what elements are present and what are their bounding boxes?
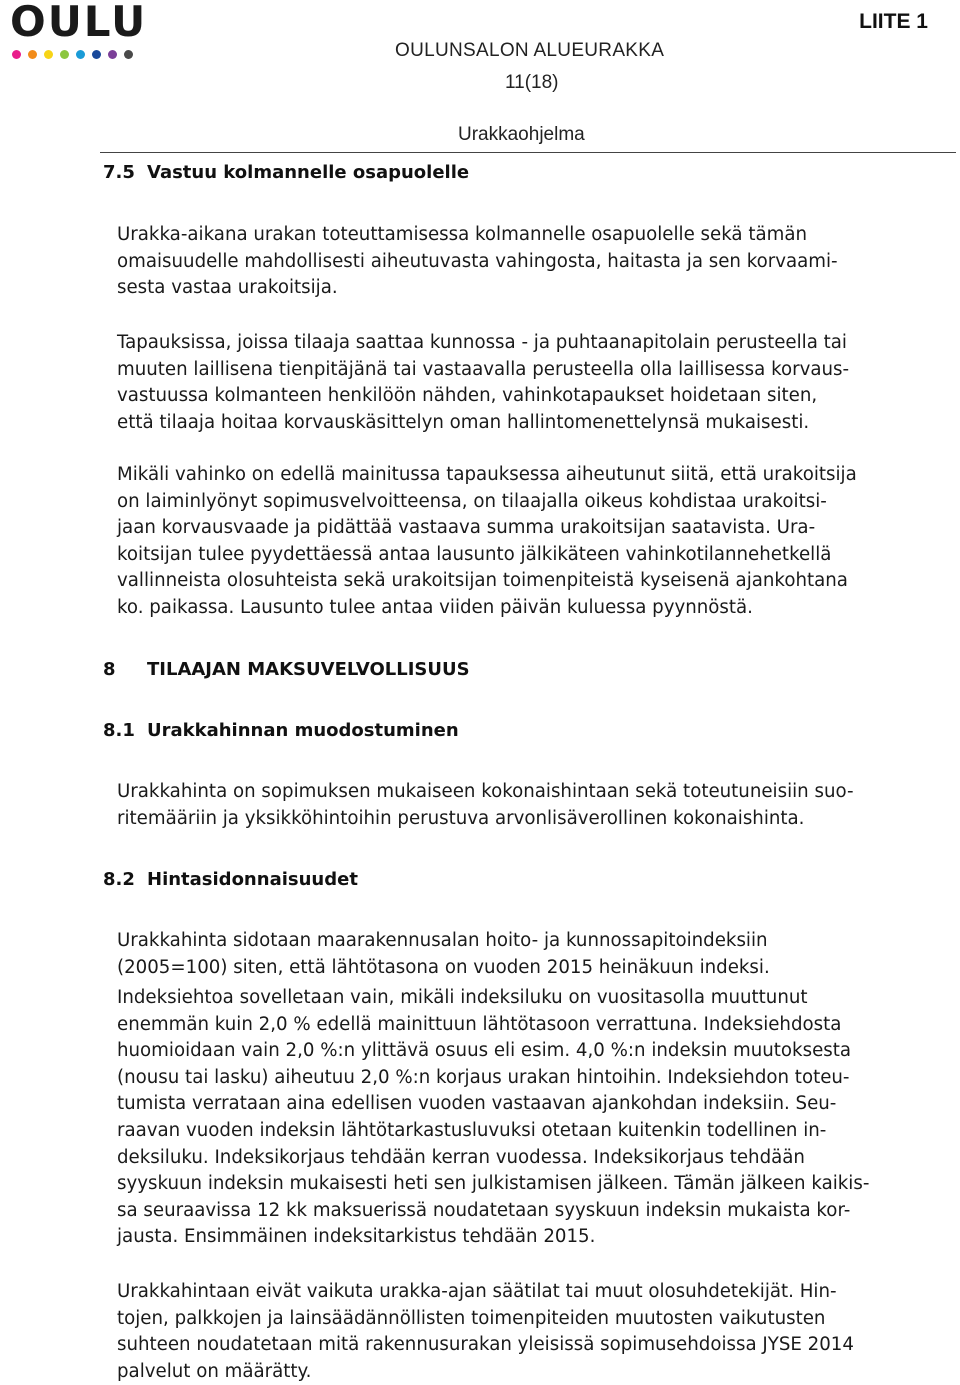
text-line: vallinneista olosuhteista sekä urakoitsijan toimenpiteistä kyseisenä ajankohtana — [117, 570, 848, 592]
logo-dot — [28, 50, 37, 59]
text-line: jausta. Ensimmäinen indeksitarkistus tehdään 2015. — [117, 1226, 596, 1248]
text-line: Urakka-aikana urakan toteuttamisessa kolmannelle osapuolelle sekä tämän — [117, 224, 808, 245]
text-line: ko. paikassa. Lausunto tulee antaa viiden päivän kuluessa pyynnöstä. — [117, 596, 753, 618]
logo-dot — [60, 50, 69, 59]
text-line: Indeksiehtoa sovelletaan vain, mikäli indeksiluku on vuositasolla muuttunut — [117, 987, 808, 1008]
attachment-label: LIITE 1 — [859, 10, 928, 33]
text-line: (nousu tai lasku) aiheutuu 2,0 %:n korjaus urakan hintoihin. Indeksiehdon toteu- — [117, 1066, 850, 1088]
logo-wordmark: OULU — [10, 0, 148, 46]
text-line: deksiluku. Indeksikorjaus tehdään kerran vuodessa. Indeksikorjaus tehdään — [117, 1146, 805, 1168]
text-line: sa seuraavissa 12 kk maksuerissä noudatetaan syyskuun indeksin mukaista kor- — [117, 1199, 851, 1221]
text-line: sesta vastaa urakoitsija. — [117, 277, 338, 299]
oulu-logo — [10, 0, 147, 59]
text-line: (2005=100) siten, että lähtötasona on vuoden 2015 heinäkuun indeksi. — [117, 956, 770, 978]
text-line: huomioidaan vain 2,0 %:n ylittävä osuus eli esim. 4,0 %:n indeksin muutoksesta — [117, 1040, 852, 1062]
paragraph-index-binding — [117, 928, 957, 981]
section-heading-8-1: 8.1 Urakkahinnan muodostuminen — [103, 720, 459, 741]
page-number: 11(18) — [505, 72, 559, 93]
paragraph-index-conditions — [117, 985, 957, 1251]
text-line: tumista verrataan aina edellisen vuoden vastaavan ajankohdan indeksiin. Seu- — [117, 1093, 837, 1115]
organization-name: OULUNSALON ALUEURAKKA — [395, 40, 665, 61]
text-line: muuten laillisena tienpitäjänä tai vastaavalla perusteella olla laillisessa korvaus- — [117, 358, 850, 380]
text-line: Tapauksissa, joissa tilaaja saattaa kunnossa - ja puhtaanapitolain perusteella tai — [117, 332, 847, 353]
text-line: enemmän kuin 2,0 % edellä mainittuun lähtötasoon verrattuna. Indeksiehdosta — [117, 1013, 842, 1035]
paragraph-price-factors — [117, 1279, 957, 1385]
logo-dot — [108, 50, 117, 59]
text-line: raavan vuoden indeksin lähtötarkastusluvuksi otetaan kuitenkin todellinen in- — [117, 1119, 827, 1141]
section-heading-8-2: 8.2 Hintasidonnaisuudet — [103, 869, 358, 890]
text-line: on laiminlyönyt sopimusvelvoitteensa, on tilaajalla oikeus kohdistaa urakoitsi- — [117, 490, 827, 512]
text-line: palvelut on määrätty. — [117, 1360, 312, 1382]
text-line: Mikäli vahinko on edellä mainitussa tapauksessa aiheutunut siitä, että urakoitsija — [117, 464, 857, 485]
logo-dot — [44, 50, 53, 59]
paragraph-contract-price — [117, 779, 957, 832]
text-line: vastuussa kolmanteen henkilöön nähden, vahinkotapaukset hoidetaan siten, — [117, 385, 818, 407]
paragraph-road-keeper-cases — [117, 330, 957, 436]
logo-dot — [124, 50, 133, 59]
header-divider — [100, 152, 956, 153]
section-heading-8: 8 TILAAJAN MAKSUVELVOLLISUUS — [103, 659, 470, 680]
text-line: että tilaaja hoitaa korvauskäsittelyn oman hallintomenettelynsä mukaisesti. — [117, 411, 810, 433]
text-line: tojen, palkkojen ja lainsäädännöllisten toimenpiteiden muutosten vaikutusten — [117, 1307, 826, 1329]
text-line: Urakkahintaan eivät vaikuta urakka-ajan säätilat tai muut olosuhdetekijät. Hin- — [117, 1281, 837, 1302]
text-line: omaisuudelle mahdollisesti aiheutuvasta vahingosta, haitasta ja sen korvaami- — [117, 250, 838, 272]
logo-dot — [76, 50, 85, 59]
paragraph-third-party-liability — [117, 222, 957, 302]
text-line: syyskuun indeksin mukaisesti heti sen julkistamisen jälkeen. Tämän jälkeen kaikis- — [117, 1173, 870, 1195]
text-line: Urakkahinta sidotaan maarakennusalan hoito- ja kunnossapitoindeksiin — [117, 930, 768, 951]
text-line: koitsijan tulee pyydettäessä antaa lausunto jälkikäteen vahinkotilannehetkellä — [117, 543, 832, 565]
logo-color-dots — [10, 50, 147, 59]
text-line: Urakkahinta on sopimuksen mukaiseen kokonaishintaan sekä toteutuneisiin suo- — [117, 781, 854, 802]
text-line: suhteen noudatetaan mitä rakennusurakan yleisissä sopimusehdoissa JYSE 2014 — [117, 1334, 854, 1356]
logo-dot — [12, 50, 21, 59]
text-line: jaan korvausvaade ja pidättää vastaava summa urakoitsijan saatavista. Ura- — [117, 517, 816, 539]
logo-dot — [92, 50, 101, 59]
text-line: ritemääriin ja yksikköhintoihin perustuva arvonlisäverollinen kokonaishinta. — [117, 807, 805, 829]
paragraph-damage-claims — [117, 462, 957, 622]
section-heading-7-5: 7.5 Vastuu kolmannelle osapuolelle — [103, 162, 470, 183]
document-type: Urakkaohjelma — [458, 124, 585, 145]
